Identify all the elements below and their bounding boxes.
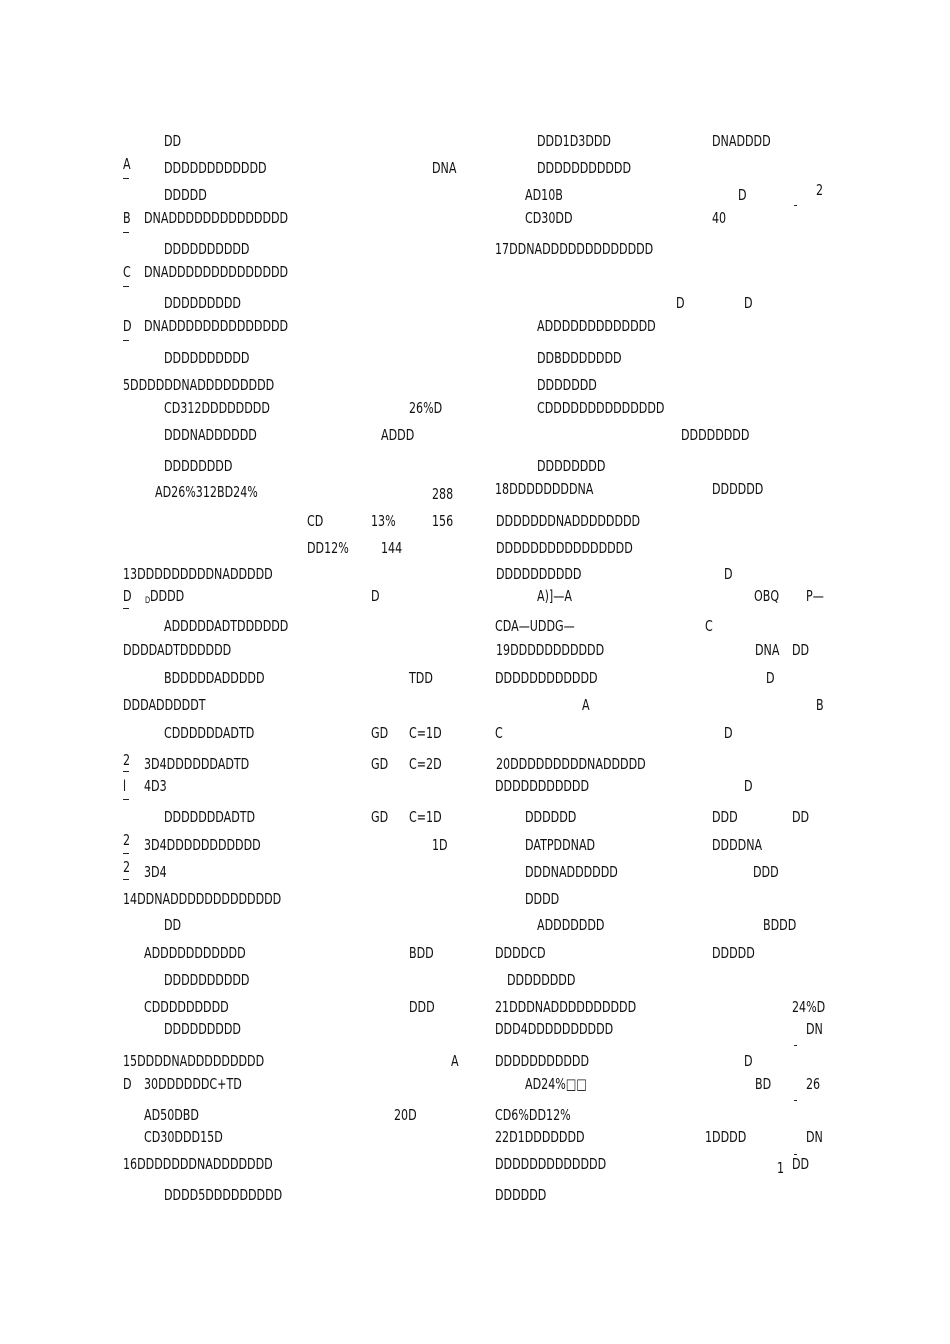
right-text-6: CD30DD <box>525 209 573 227</box>
left-text-42: GD <box>371 755 389 773</box>
right-text-4: D <box>738 186 747 204</box>
right-text-7: 40 <box>712 209 727 227</box>
right-text-26: CDA—UDDG— <box>495 617 575 635</box>
left-text-43: C=2D <box>409 755 442 773</box>
left-text-25: DD12% <box>307 539 349 557</box>
left-text-11: D <box>123 317 132 335</box>
right-text-44: DDDDNA <box>712 836 763 854</box>
left-text-67: 20D <box>394 1106 417 1124</box>
left-text-1: A <box>123 155 131 173</box>
left-text-57: BDD <box>409 944 434 962</box>
underline-mark <box>123 178 129 179</box>
left-text-17: DDDNADDDDDD <box>164 426 257 444</box>
right-text-34: B <box>816 696 824 714</box>
right-text-36: D <box>724 724 733 742</box>
left-text-29: D <box>145 596 151 606</box>
right-text-31: DDDDDDDDDDDD <box>495 669 598 687</box>
underline-mark <box>123 799 129 800</box>
underline-mark <box>123 771 129 772</box>
right-text-20: DDDDDDDDDDDDDDDD <box>496 539 633 557</box>
right-text-23: A)]—A <box>537 587 572 605</box>
left-text-14: 5DDDDDDNADDDDDDDDD <box>123 376 275 394</box>
left-text-32: ADDDDDADTDDDDDD <box>164 617 289 635</box>
left-text-26: 144 <box>381 539 403 557</box>
right-text-65: DN <box>806 1128 823 1146</box>
right-text-64: 1DDDD <box>705 1128 747 1146</box>
left-text-55: DD <box>164 916 182 934</box>
right-text-46: DDD <box>753 863 779 881</box>
right-text-16: DDDDDDDD <box>537 457 606 475</box>
left-text-66: AD50DBD <box>144 1106 199 1124</box>
left-text-34: BDDDDDADDDDD <box>164 669 265 687</box>
left-text-50: 3D4DDDDDDDDDDD <box>144 836 261 854</box>
left-text-39: C=1D <box>409 724 442 742</box>
left-text-38: GD <box>371 724 389 742</box>
right-text-62: CD6%DD12% <box>495 1106 571 1124</box>
left-text-49: 2 <box>123 831 131 849</box>
right-text-58: D <box>744 1052 753 1070</box>
right-text-40: DDDDDD <box>525 808 577 826</box>
left-text-5: B <box>123 209 131 227</box>
left-text-48: C=1D <box>409 808 442 826</box>
right-text-37: 20DDDDDDDDDNADDDDD <box>496 755 646 773</box>
left-text-7: DDDDDDDDDD <box>164 240 250 258</box>
right-text-24: OBQ <box>754 587 780 605</box>
left-text-70: DDDD5DDDDDDDDD <box>164 1186 283 1204</box>
right-text-43: DATPDDNAD <box>525 836 596 854</box>
right-text-19: DDDDDDDNADDDDDDDD <box>496 512 641 530</box>
left-text-10: DDDDDDDDD <box>164 294 241 312</box>
right-text-41: DDD <box>712 808 738 826</box>
left-text-27: 13DDDDDDDDDNADDDDD <box>123 565 273 583</box>
right-text-8: 17DDNADDDDDDDDDDDDD <box>495 240 654 258</box>
left-text-35: TDD <box>409 669 433 687</box>
right-text-25: P— <box>806 587 824 605</box>
left-text-64: D <box>123 1075 132 1093</box>
left-text-8: C <box>123 263 131 281</box>
left-text-45: 4D3 <box>144 777 167 795</box>
right-text-33: A <box>582 696 590 714</box>
left-text-59: CDDDDDDDDD <box>144 998 229 1016</box>
right-text-51: DDDDD <box>712 944 755 962</box>
left-text-63: A <box>451 1052 459 1070</box>
left-text-24: 156 <box>432 512 454 530</box>
left-text-18: ADDD <box>381 426 415 444</box>
right-text-60: BD <box>755 1075 772 1093</box>
right-text-29: DNA <box>755 641 780 659</box>
left-text-23: 13% <box>371 512 396 530</box>
right-text-67: 1 <box>777 1159 785 1177</box>
right-text-21: DDDDDDDDDD <box>496 565 582 583</box>
left-text-3: DNA <box>432 159 457 177</box>
left-text-20: AD26%312BD24% <box>155 483 258 501</box>
left-text-31: D <box>371 587 380 605</box>
left-text-16: 26%D <box>409 399 443 417</box>
right-text-38: DDDDDDDDDDD <box>495 777 590 795</box>
left-text-52: 2 <box>123 858 131 876</box>
underline-mark <box>794 1100 797 1101</box>
underline-mark <box>123 340 129 341</box>
left-text-69: 16DDDDDDDNADDDDDDD <box>123 1155 273 1173</box>
right-text-28: 19DDDDDDDDDDD <box>496 641 605 659</box>
left-text-41: 3D4DDDDDDADTD <box>144 755 250 773</box>
underline-mark <box>123 608 129 609</box>
underline-mark <box>794 1045 797 1046</box>
left-text-51: 1D <box>432 836 448 854</box>
right-text-35: C <box>495 724 503 742</box>
right-text-10: D <box>744 294 753 312</box>
right-text-15: DDDDDDDD <box>681 426 750 444</box>
left-text-68: CD30DDD15D <box>144 1128 223 1146</box>
left-text-21: 288 <box>432 485 454 503</box>
right-text-22: D <box>724 565 733 583</box>
right-text-27: C <box>705 617 713 635</box>
right-text-30: DD <box>792 641 810 659</box>
left-text-6: DNADDDDDDDDDDDDDD <box>144 209 289 227</box>
underline-mark <box>794 1154 797 1155</box>
left-text-54: 14DDNADDDDDDDDDDDDD <box>123 890 282 908</box>
right-text-3: AD10B <box>525 186 563 204</box>
right-text-68: DD <box>792 1155 810 1173</box>
left-text-40: 2 <box>123 751 131 769</box>
left-text-46: DDDDDDDADTD <box>164 808 256 826</box>
right-text-17: 18DDDDDDDDNA <box>495 480 594 498</box>
right-text-63: 22D1DDDDDDD <box>495 1128 585 1146</box>
left-text-61: DDDDDDDDD <box>164 1020 241 1038</box>
right-text-54: 24%D <box>792 998 826 1016</box>
left-text-15: CD312DDDDDDDD <box>164 399 270 417</box>
right-text-53: 21DDDNADDDDDDDDDD <box>495 998 637 1016</box>
right-text-48: ADDDDDDD <box>537 916 605 934</box>
left-text-0: DD <box>164 132 182 150</box>
left-text-60: DDD <box>409 998 435 1016</box>
left-text-62: 15DDDDNADDDDDDDDD <box>123 1052 265 1070</box>
underline-mark <box>123 286 129 287</box>
right-text-42: DD <box>792 808 810 826</box>
right-text-49: BDDD <box>763 916 797 934</box>
left-text-65: 30DDDDDDC+TD <box>144 1075 242 1093</box>
right-text-52: DDDDDDDD <box>507 971 576 989</box>
underline-mark <box>123 853 129 854</box>
right-text-5: 2 <box>816 181 824 199</box>
right-text-11: ADDDDDDDDDDDDD <box>537 317 656 335</box>
left-text-44: l <box>123 777 127 795</box>
right-text-59: AD24%□□ <box>525 1075 587 1093</box>
left-text-37: CDDDDDDADTD <box>164 724 255 742</box>
right-text-69: DDDDDD <box>495 1186 547 1204</box>
right-text-2: DDDDDDDDDDD <box>537 159 632 177</box>
left-text-47: GD <box>371 808 389 826</box>
left-text-53: 3D4 <box>144 863 167 881</box>
left-text-4: DDDDD <box>164 186 207 204</box>
right-text-56: DN <box>806 1020 823 1038</box>
left-text-30: DDDD <box>150 587 185 605</box>
underline-mark <box>123 879 129 880</box>
left-text-33: DDDDADTDDDDDD <box>123 641 232 659</box>
right-text-39: D <box>744 777 753 795</box>
right-text-14: CDDDDDDDDDDDDDD <box>537 399 665 417</box>
right-text-13: DDDDDDD <box>537 376 597 394</box>
right-text-12: DDBDDDDDDD <box>537 349 622 367</box>
left-text-19: DDDDDDDD <box>164 457 233 475</box>
left-text-22: CD <box>307 512 324 530</box>
right-text-57: DDDDDDDDDDD <box>495 1052 590 1070</box>
left-text-9: DNADDDDDDDDDDDDDD <box>144 263 289 281</box>
right-text-45: DDDNADDDDDD <box>525 863 618 881</box>
right-text-32: D <box>766 669 775 687</box>
right-text-18: DDDDDD <box>712 480 764 498</box>
right-text-50: DDDDCD <box>495 944 546 962</box>
left-text-56: ADDDDDDDDDDD <box>144 944 246 962</box>
left-text-13: DDDDDDDDDD <box>164 349 250 367</box>
underline-mark <box>794 205 797 206</box>
left-text-58: DDDDDDDDDD <box>164 971 250 989</box>
left-text-12: DNADDDDDDDDDDDDDD <box>144 317 289 335</box>
right-text-61: 26 <box>806 1075 821 1093</box>
right-text-47: DDDD <box>525 890 560 908</box>
right-text-9: D <box>676 294 685 312</box>
right-text-55: DDD4DDDDDDDDDD <box>495 1020 614 1038</box>
left-text-36: DDDADDDDDT <box>123 696 206 714</box>
underline-mark <box>123 232 129 233</box>
right-text-0: DDD1D3DDD <box>537 132 611 150</box>
right-text-66: DDDDDDDDDDDDD <box>495 1155 607 1173</box>
right-text-1: DNADDDD <box>712 132 771 150</box>
left-text-28: D <box>123 587 132 605</box>
left-text-2: DDDDDDDDDDDD <box>164 159 267 177</box>
